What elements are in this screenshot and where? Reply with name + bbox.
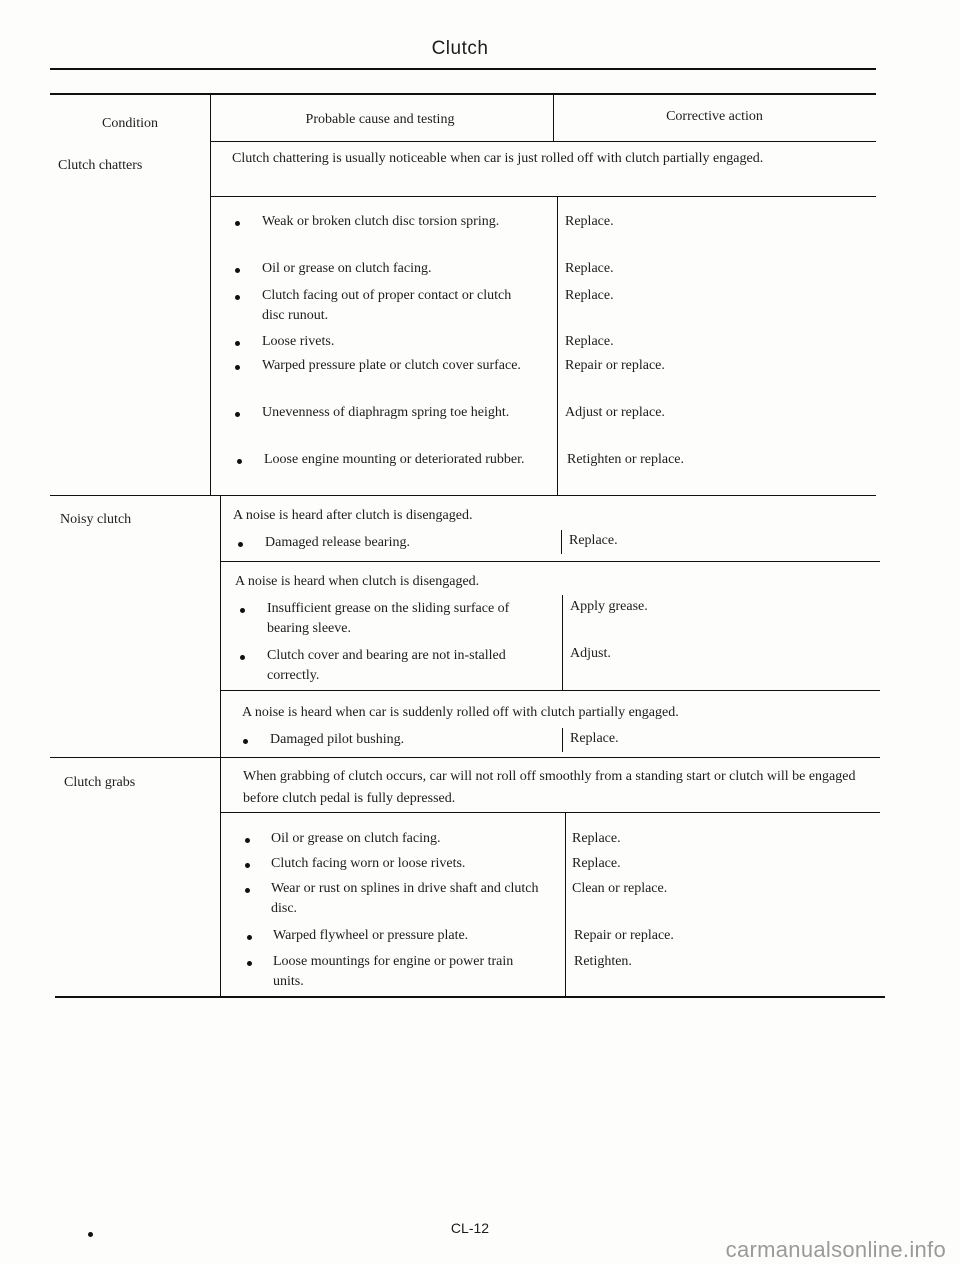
cause-item: Damaged release bearing. <box>265 535 410 550</box>
table-bottom-rule <box>55 996 885 998</box>
action-item: Replace. <box>572 856 621 871</box>
watermark: carmanualsonline.info <box>725 1237 946 1262</box>
condition-label: Noisy clutch <box>60 512 132 527</box>
cause-item: Loose engine mounting or deteriorated rubber. <box>264 452 525 467</box>
bullet-icon <box>247 935 252 940</box>
title-rule <box>50 68 876 70</box>
bullet-icon <box>235 412 240 417</box>
condition-divider <box>210 93 211 495</box>
page-title: Clutch <box>431 38 489 59</box>
condition-divider-noisy <box>220 495 221 757</box>
noisy1-action-divider <box>561 530 562 554</box>
cause-item: Weak or broken clutch disc torsion spring. <box>262 214 500 229</box>
cause-item: Warped pressure plate or clutch cover surface. <box>262 358 521 373</box>
action-item: Clean or replace. <box>572 881 668 896</box>
action-item: Repair or replace. <box>565 358 665 373</box>
group-intro: When grabbing of clutch occurs, car will not roll off smoothly from a standing start or clutch will be engaged before clutch pedal is fully depressed. <box>243 769 856 806</box>
action-item: Apply grease. <box>570 599 648 614</box>
condition-label: Clutch chatters <box>58 158 143 173</box>
cause-item: Damaged pilot bushing. <box>270 732 405 747</box>
cause-item: Clutch facing worn or loose rivets. <box>271 856 466 871</box>
header-cause: Probable cause and testing <box>305 112 455 127</box>
grabs-intro-rule <box>220 812 880 813</box>
bullet-icon <box>247 961 252 966</box>
cause-item: Oil or grease on clutch facing. <box>262 261 432 276</box>
bullet-icon <box>245 888 250 893</box>
header-action: Corrective action <box>666 109 763 124</box>
group-intro: A noise is heard when car is suddenly rolled off with clutch partially engaged. <box>242 705 679 720</box>
header-top-rule <box>50 93 876 95</box>
cause-item: Warped flywheel or pressure plate. <box>273 928 469 943</box>
noisy-group2-rule <box>220 690 880 691</box>
bullet-icon <box>240 655 245 660</box>
action-item: Adjust. <box>570 646 611 661</box>
condition-divider-grabs <box>220 757 221 997</box>
action-item: Retighten or replace. <box>567 452 685 467</box>
section-rule-grabs <box>50 757 880 758</box>
noisy3-action-divider <box>562 728 563 752</box>
cause-item: Loose mountings for engine or power train units. <box>273 954 514 989</box>
noisy-group1-rule <box>220 561 880 562</box>
cause-item: Clutch facing out of proper contact or clutch disc runout. <box>262 288 512 323</box>
condition-label: Clutch grabs <box>64 775 136 790</box>
action-item: Replace. <box>572 831 621 846</box>
cause-item: Oil or grease on clutch facing. <box>271 831 441 846</box>
action-item: Retighten. <box>574 954 632 969</box>
action-item: Replace. <box>565 334 614 349</box>
group-intro: A noise is heard when clutch is disengaged. <box>235 574 480 589</box>
bullet-icon <box>235 221 240 226</box>
chatters-intro-rule <box>210 196 876 197</box>
bullet-icon <box>235 365 240 370</box>
action-item: Replace. <box>569 533 618 548</box>
header-condition: Condition <box>101 116 158 131</box>
group-intro: Clutch chattering is usually noticeable when car is just rolled off with clutch partially engaged. <box>232 151 764 166</box>
action-item: Replace. <box>565 214 614 229</box>
bullet-icon <box>238 542 243 547</box>
bullet-icon <box>245 863 250 868</box>
bullet-icon <box>235 341 240 346</box>
bullet-icon <box>243 739 248 744</box>
group-intro: A noise is heard after clutch is disengaged. <box>233 508 473 523</box>
action-item: Replace. <box>570 731 619 746</box>
bullet-icon <box>245 838 250 843</box>
action-item: Repair or replace. <box>574 928 674 943</box>
bullet-icon <box>237 459 242 464</box>
bullet-icon <box>235 268 240 273</box>
section-rule-noisy <box>50 495 876 496</box>
noisy2-action-divider <box>562 595 563 690</box>
cause-item: Wear or rust on splines in drive shaft and clutch disc. <box>271 881 539 916</box>
action-item: Replace. <box>565 261 614 276</box>
cause-item: Unevenness of diaphragm spring toe height. <box>262 405 510 420</box>
chatters-action-divider <box>557 196 558 495</box>
cause-item: Insufficient grease on the sliding surface of bearing sleeve. <box>267 601 510 636</box>
header-bottom-rule <box>210 141 876 142</box>
bullet-icon <box>240 608 245 613</box>
bullet-icon <box>235 295 240 300</box>
action-item: Replace. <box>565 288 614 303</box>
cause-item: Loose rivets. <box>262 334 335 349</box>
action-item: Adjust or replace. <box>565 405 665 420</box>
grabs-action-divider <box>565 812 566 997</box>
cause-item: Clutch cover and bearing are not in-stalled correctly. <box>267 648 506 683</box>
page-number: CL-12 <box>450 1220 490 1236</box>
